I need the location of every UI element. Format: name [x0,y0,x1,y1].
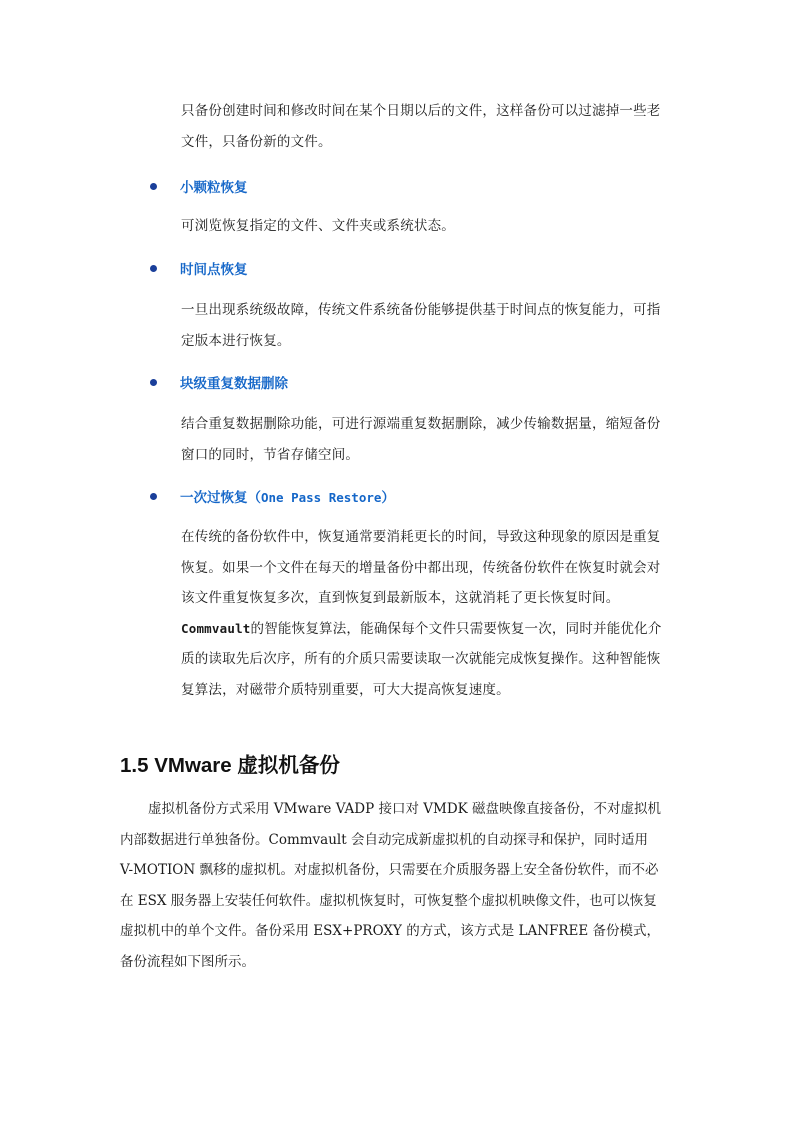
bullet-title-end: ） [381,490,395,506]
intro-line-2: 文件，只备份新的文件。 [181,133,332,150]
intro-paragraph [181,96,676,157]
bullet-icon [150,379,157,386]
body-line: 内部数据进行单独备份。Commvault 会自动完成新虚拟机的自动探寻和保护，同时适用 [120,831,648,848]
description-line: 恢复。如果一个文件在每天的增量备份中都出现，传统备份软件在恢复时就会对 [181,559,661,576]
section-heading: 1.5 VMware 虚拟机备份 [120,754,340,777]
one-pass-restore-description [181,522,676,705]
bullet-item-point-in-time-restore [150,257,248,279]
description-line: 窗口的同时，节省存储空间。 [181,446,360,463]
commvault-brand: Commvault [181,620,251,636]
bullet-item-granular-restore [150,175,248,197]
description-line: 质的读取先后次序，所有的介质只需要读取一次就能完成恢复操作。这种智能恢 [181,651,661,667]
bullet-title: 块级重复数据删除 [180,376,288,392]
body-line [120,794,676,825]
bullet-icon [150,183,157,190]
description-line: 复算法，对磁带介质特别重要，可大大提高恢复速度。 [181,681,510,698]
description-line: 定版本进行恢复。 [181,332,291,349]
description-line-commvault [181,614,676,645]
description-line: 一旦出现系统级故障，传统文件系统备份能够提供基于时间点的恢复能力，可指 [181,302,661,318]
bullet-title-en: One Pass Restore [261,490,382,505]
bullet-title-cn: 一次过恢复（ [180,490,261,506]
body-line-text: 虚拟机备份方式采用 VMware VADP 接口对 VMDK 磁盘映像直接备份，不对虚拟机 [148,801,662,817]
block-dedup-description [181,409,676,470]
commvault-line-text: 的智能恢复算法，能确保每个文件只需要恢复一次，同时并能优化介 [250,620,662,637]
description-line: 结合重复数据删除功能，可进行源端重复数据删除，减少传输数据量，缩短备份 [181,416,661,432]
description-line: 在传统的备份软件中，恢复通常要消耗更长的时间，导致这种现象的原因是重复 [181,529,661,545]
body-line: 在 ESX 服务器上安装任何软件。虚拟机恢复时，可恢复整个虚拟机映像文件，也可以恢复 [120,892,657,909]
bullet-title: 小颗粒恢复 [180,180,248,196]
bullet-item-block-dedup [150,371,288,393]
description-line: 该文件重复恢复多次，直到恢复到最新版本，这就消耗了更长恢复时间。 [181,590,620,606]
section-body [120,794,676,977]
bullet-title [180,486,395,506]
bullet-icon [150,493,157,500]
description-line: 可浏览恢复指定的文件、文件夹或系统状态。 [181,218,455,234]
bullet-title: 时间点恢复 [180,262,248,278]
intro-line-1: 只备份创建时间和修改时间在某个日期以后的文件，这样备份可以过滤掉一些老 [181,103,661,119]
bullet-item-one-pass-restore [150,485,395,507]
bullet-icon [150,265,157,272]
body-line: 备份流程如下图所示。 [120,953,255,970]
body-line: V-MOTION 飘移的虚拟机。对虚拟机备份，只需要在介质服务器上安全备份软件，而不必 [120,862,659,878]
point-in-time-description [181,295,676,356]
granular-restore-description [181,211,676,242]
body-line: 虚拟机中的单个文件。备份采用 ESX+PROXY 的方式，该方式是 LANFREE 备份模式， [120,923,661,939]
